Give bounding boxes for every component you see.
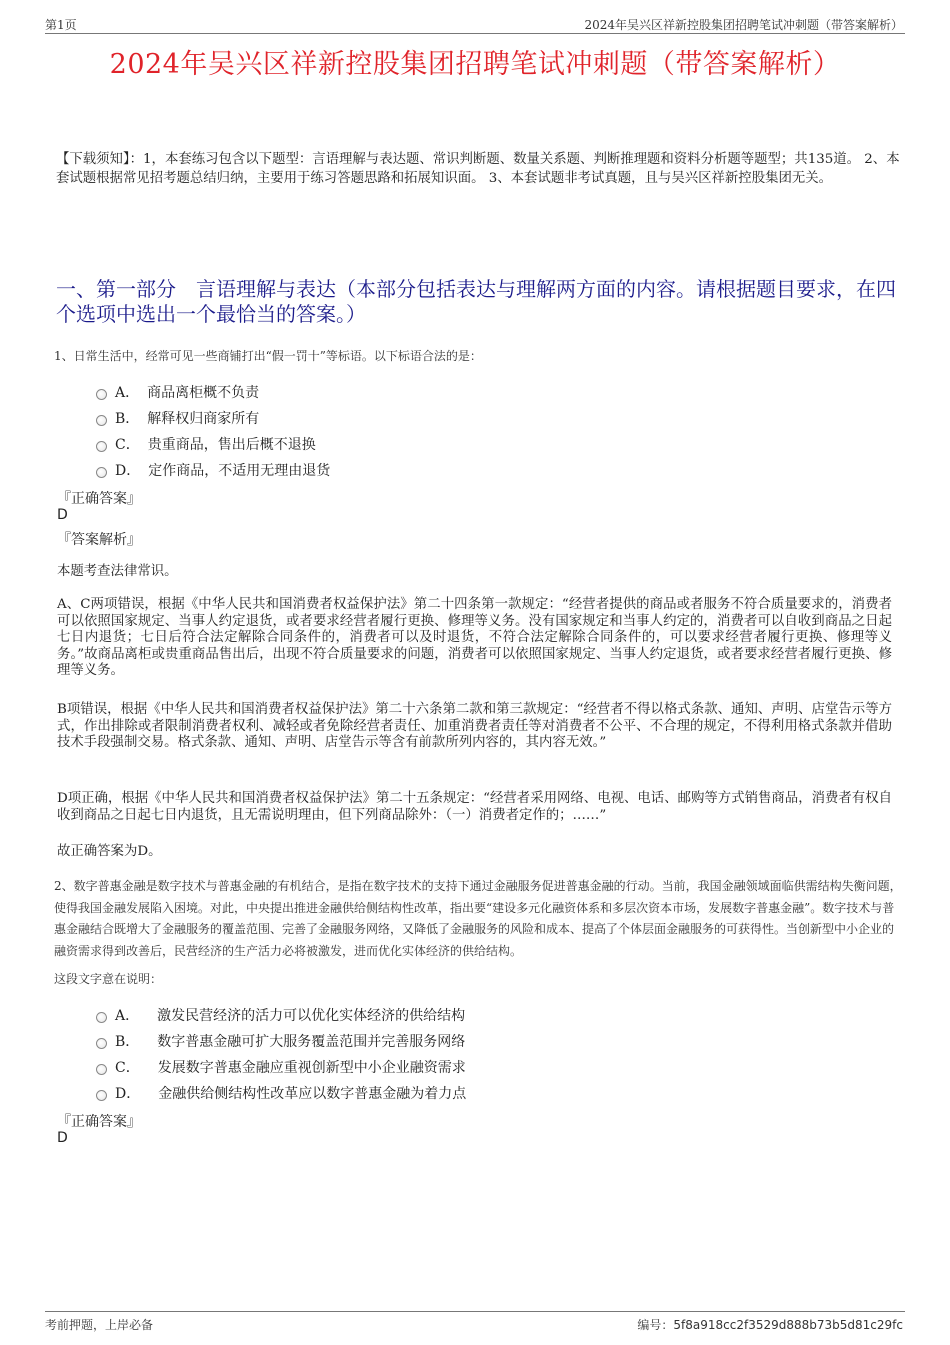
option-letter: B． [115, 1034, 140, 1050]
option-letter: C． [115, 437, 140, 453]
section-title: 一、第一部分 言语理解与表达（本部分包括表达与理解两方面的内容。请根据题目要求，在四个选项中选出一个最恰当的答案。） [56, 277, 896, 326]
question-2-option-c[interactable] [96, 1054, 696, 1080]
radio-icon[interactable] [96, 467, 107, 478]
radio-icon[interactable] [96, 1012, 107, 1023]
page-number: 第1页 [45, 18, 77, 32]
download-notice: 【下载须知】：1，本套练习包含以下题型：言语理解与表达题、常识判断题、数量关系题、判断推理题和资料分析题等题型；共135道。 2、本套试题根据常见招考题总结归纳，主要用于练习答题思路和拓展知识面。 3、本套试题非考试真题，且与吴兴区祥新控股集团无关。 [56, 152, 900, 186]
question-1-answer-label: 『正确答案』 [57, 491, 141, 507]
footer-code-value: 5f8a918cc2f3529d888b73b5d81c29fc [673, 1318, 903, 1332]
question-2-answer-label: 『正确答案』 [57, 1114, 141, 1130]
analysis-paragraph: B项错误，根据《中华人民共和国消费者权益保护法》第二十六条第二款和第三款规定：“经营者不得以格式条款、通知、声明、店堂告示等方式，作出排除或者限制消费者权利、减轻或者免除经营者责任、加重消费者责任等对消费者不公平、不合理的规定，不得利用格式条款并借助技术手段强制交易。格式条款、通知、声明、店堂告示等含有前款所列内容的，其内容无效。” [57, 702, 892, 750]
header-doc-name: 2024年吴兴区祥新控股集团招聘笔试冲刺题（带答案解析） [584, 18, 903, 32]
page-header [45, 14, 905, 34]
radio-icon[interactable] [96, 441, 107, 452]
analysis-paragraph: D项正确，根据《中华人民共和国消费者权益保护法》第二十五条规定：“经营者采用网络、电视、电话、邮购等方式销售商品，消费者有权自收到商品之日起七日内退货，且无需说明理由，但下列商品除外：（一）消费者定作的；……” [57, 791, 892, 823]
option-text: 数字普惠金融可扩大服务覆盖范围并完善服务网络 [157, 1034, 466, 1050]
option-text: 激发民营经济的活力可以优化实体经济的供给结构 [157, 1008, 466, 1024]
question-1-option-a[interactable] [96, 379, 696, 405]
option-text: 定作商品，不适用无理由退货 [148, 463, 331, 479]
option-text: 发展数字普惠金融应重视创新型中小企业融资需求 [157, 1060, 466, 1076]
question-2-option-d[interactable] [96, 1080, 696, 1106]
question-2-stem: 2、数字普惠金融是数字技术与普惠金融的有机结合，是指在数字技术的支持下通过金融服务促进普惠金融的行动。当前，我国金融领域面临供需结构失衡问题，使得我国金融发展陷入困境。对此，中央提出推进金融供给侧结构性改革，指出要“建设多元化融资体系和多层次资本市场，发展数字普惠金融”。数字技术与普惠金融结合既增大了金融服务的覆盖范围、完善了金融服务网络，又降低了金融服务的风险和成本、提高了个体层面金融服务的可获得性。当创新型中小企业的融资需求得到改善后，民营经济的生产活力必将被激发，进而优化实体经济的供给结构。 [54, 879, 902, 958]
option-letter: A． [115, 1008, 140, 1024]
option-letter: D． [115, 1086, 141, 1102]
page-footer [45, 1311, 905, 1333]
radio-icon[interactable] [96, 1038, 107, 1049]
question-2-options [96, 1002, 696, 1106]
footer-code-label: 编号： [637, 1318, 674, 1332]
option-text: 贵重商品，售出后概不退换 [147, 437, 316, 453]
question-2-answer: D [57, 1130, 68, 1146]
option-text: 解释权归商家所有 [147, 411, 260, 427]
document-title: 2024年吴兴区祥新控股集团招聘笔试冲刺题（带答案解析） [109, 49, 841, 80]
question-1-stem: 1、日常生活中，经常可见一些商铺打出“假一罚十”等标语。以下标语合法的是： [54, 349, 482, 363]
question-2-option-b[interactable] [96, 1028, 696, 1054]
question-1-option-d[interactable] [96, 457, 696, 483]
analysis-paragraph: 故正确答案为D。 [57, 844, 162, 859]
question-1-options [96, 379, 696, 483]
radio-icon[interactable] [96, 1090, 107, 1101]
option-text: 金融供给侧结构性改革应以数字普惠金融为着力点 [158, 1086, 467, 1102]
question-2-prompt: 这段文字意在说明： [54, 972, 163, 986]
question-1-option-b[interactable] [96, 405, 696, 431]
radio-icon[interactable] [96, 415, 107, 426]
option-letter: A． [115, 385, 140, 401]
analysis-paragraph: 本题考查法律常识。 [57, 564, 178, 579]
question-2-option-a[interactable] [96, 1002, 696, 1028]
footer-code [637, 1316, 903, 1333]
radio-icon[interactable] [96, 1064, 107, 1075]
analysis-paragraph: A、C两项错误，根据《中华人民共和国消费者权益保护法》第二十四条第一款规定：“经营者提供的商品或者服务不符合质量要求的，消费者可以依照国家规定、当事人约定退货，或者要求经营者履行更换、修理等义务。没有国家规定和当事人约定的，消费者可以自收到商品之日起七日内退货；七日后符合法定解除合同条件的，消费者可以及时退货，不符合法定解除合同条件的，可以要求经营者履行更换、修理等义务。”故商品离柜或贵重商品售出后，出现不符合质量要求的问题，消费者可以依照国家规定、当事人约定退货，或者要求经营者履行更换、修理等义务。 [57, 597, 892, 678]
question-1-option-c[interactable] [96, 431, 696, 457]
footer-note: 考前押题，上岸必备 [45, 1318, 154, 1332]
question-1-answer: D [57, 507, 68, 523]
radio-icon[interactable] [96, 389, 107, 400]
option-letter: C． [115, 1060, 140, 1076]
option-letter: B． [115, 411, 140, 427]
option-text: 商品离柜概不负责 [147, 385, 260, 401]
option-letter: D． [115, 463, 141, 479]
question-1-analysis-label: 『答案解析』 [57, 532, 141, 548]
